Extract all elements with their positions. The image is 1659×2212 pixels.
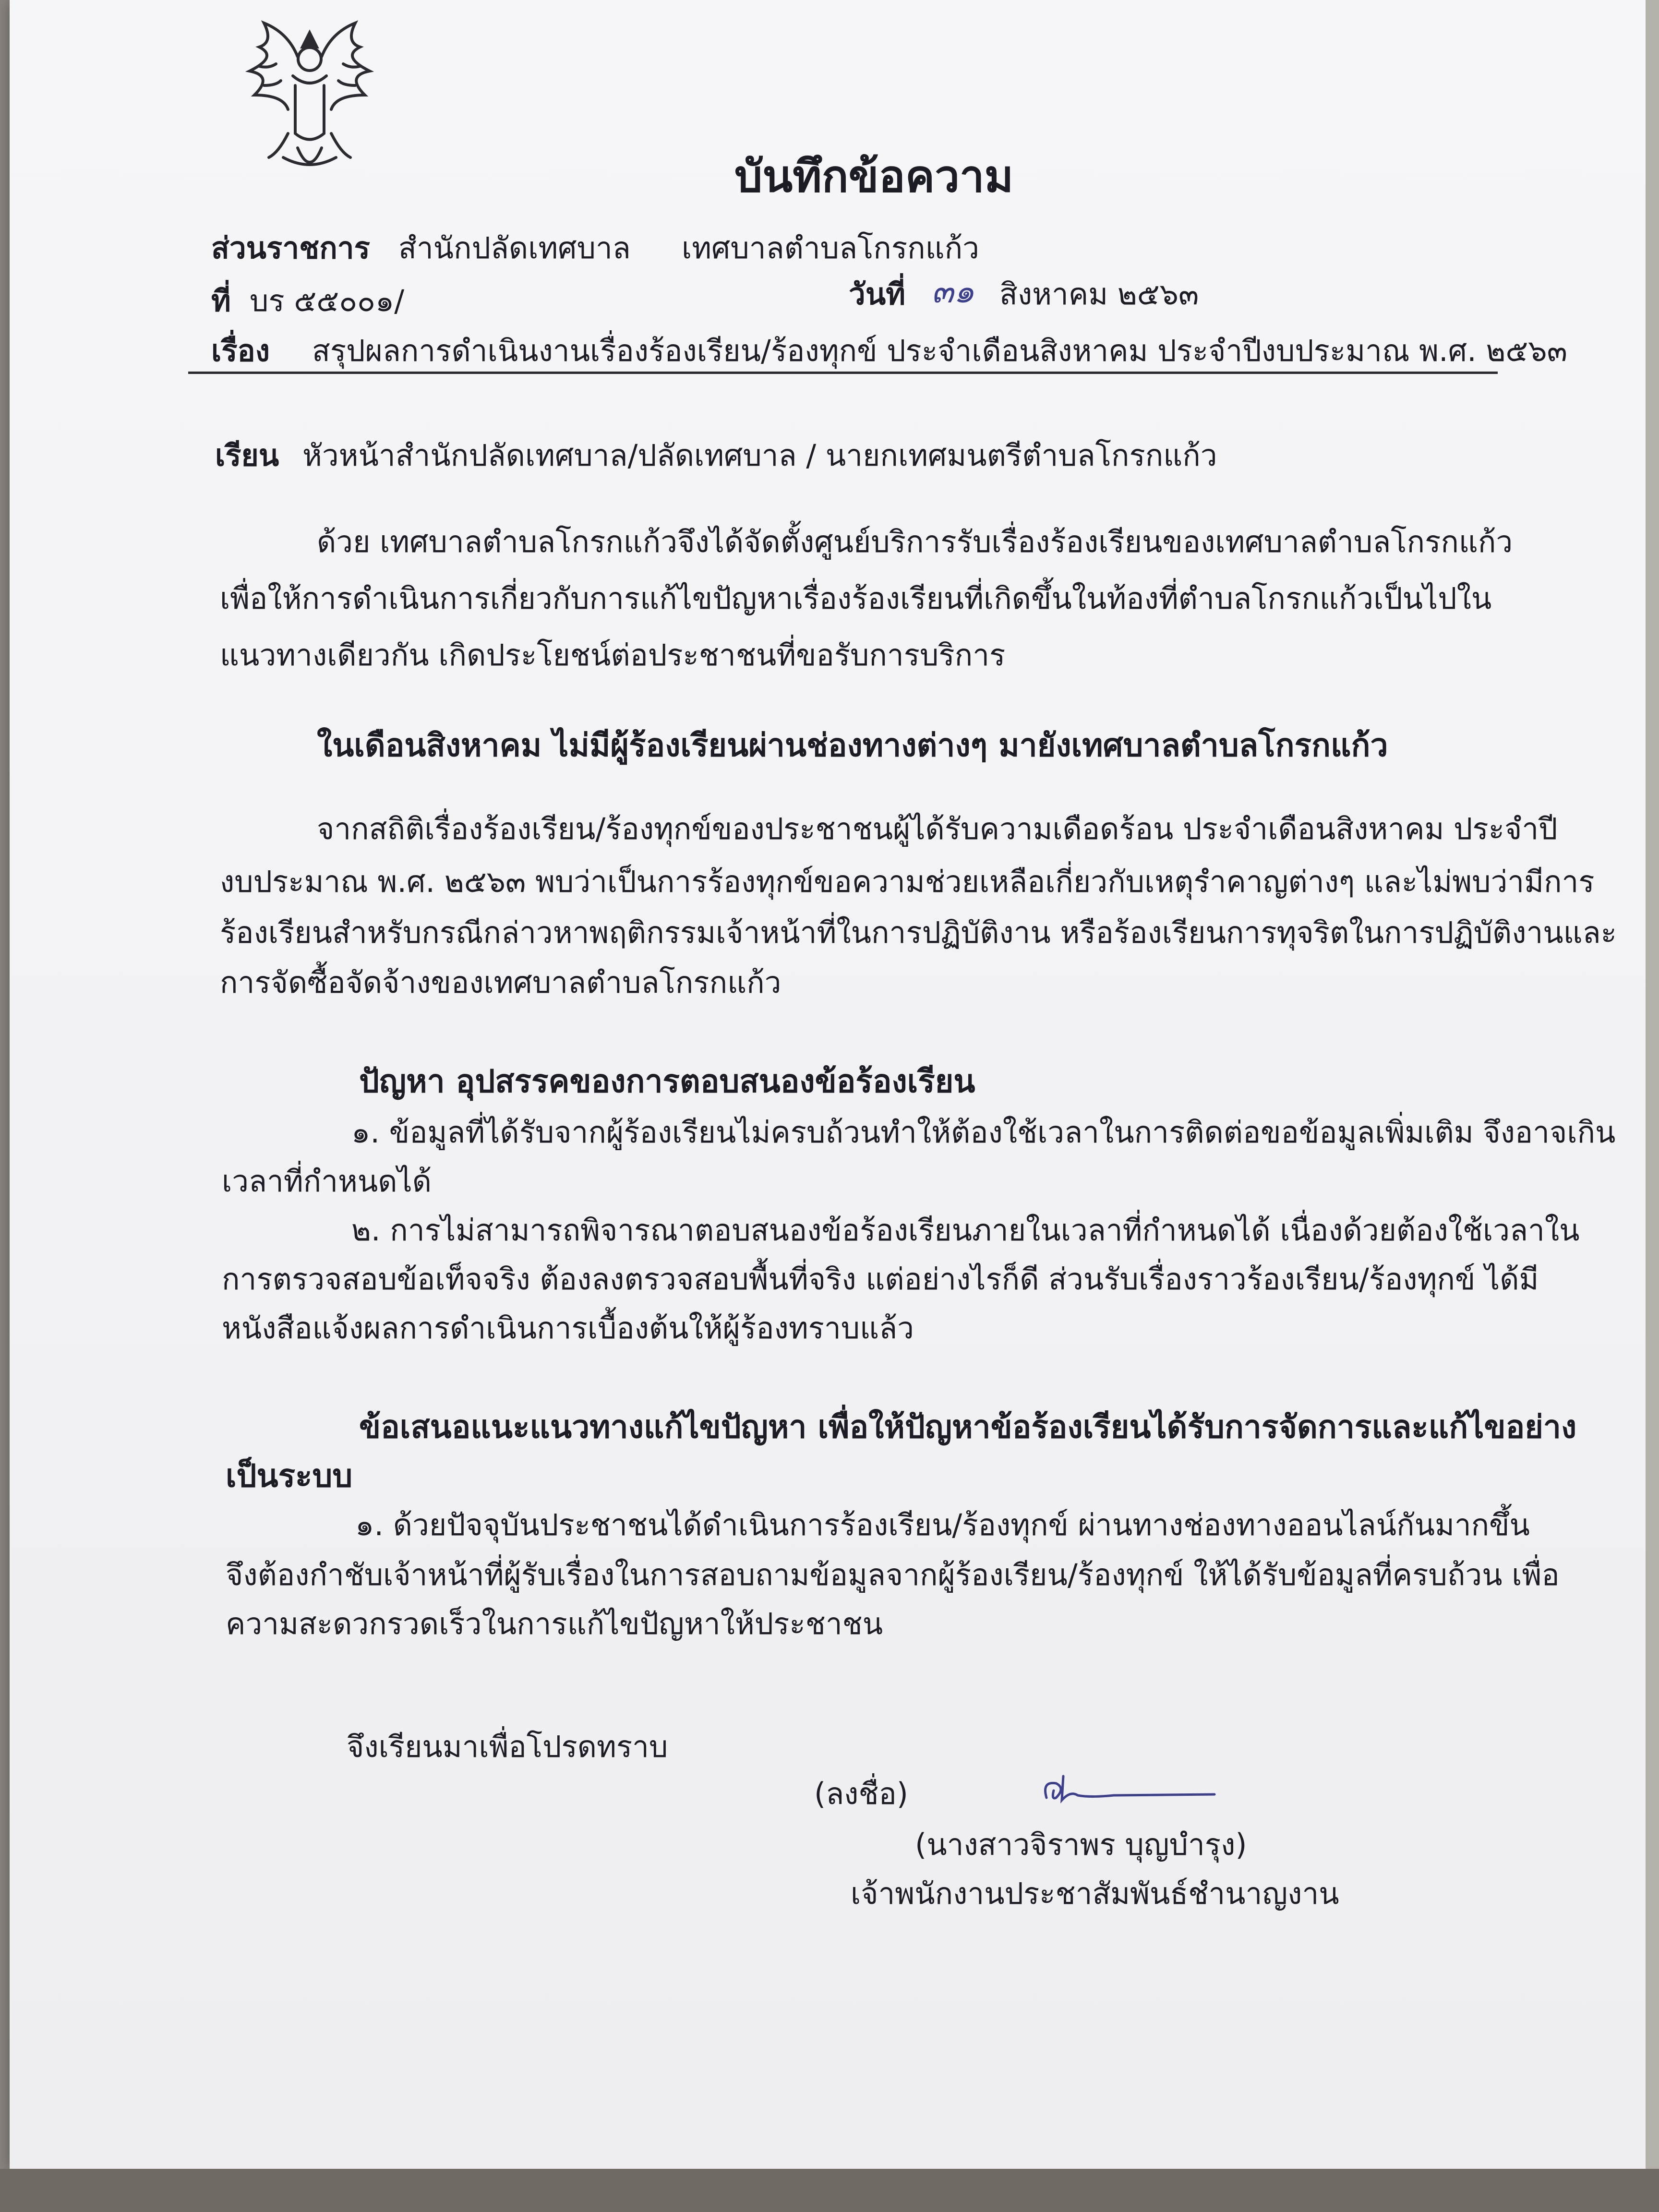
signer-name: (นางสาวจิราพร บุญบำรุง) (915, 1827, 1247, 1862)
ref-value: บร ๕๕๐๐๑/ (250, 283, 405, 318)
problem-item-2-cont: หนังสือแจ้งผลการดำเนินการเบื้องต้นให้ผู้ร้องทราบแล้ว (222, 1310, 914, 1346)
problems-heading: ปัญหา อุปสรรคของการตอบสนองข้อร้องเรียน (359, 1063, 975, 1100)
problem-item-2-cont: การตรวจสอบข้อเท็จจริง ต้องลงตรวจสอบพื้นที่จริง แต่อย่างไรก็ดี ส่วนรับเรื่องราวร้องเรียน/ร้องทุกข์ ได้มี (222, 1262, 1539, 1297)
date-label: วันที่ (849, 276, 906, 312)
to-value: หัวหน้าสำนักปลัดเทศบาล/ปลัดเทศบาล / นายกเทศมนตรีตำบลโกรกแก้ว (302, 438, 1217, 473)
stats-line: จากสถิติเรื่องร้องเรียน/ร้องทุกข์ของประชาชนผู้ได้รับความเดือดร้อน ประจำเดือนสิงหาคม ประจำปี (317, 811, 1558, 846)
stats-line: ร้องเรียนสำหรับกรณีกล่าวหาพฤติกรรมเจ้าหน้าที่ในการปฏิบัติงาน หรือร้องเรียนการทุจริตในการปฏิบัติงานและ (220, 915, 1617, 950)
memo-title: บันทึกข้อความ (734, 151, 1014, 202)
stats-line: งบประมาณ พ.ศ. ๒๕๖๓ พบว่าเป็นการร้องทุกข์ขอความช่วยเหลือเกี่ยวกับเหตุรำคาญต่างๆ และไม่พบว่ามีการ (220, 864, 1595, 899)
problem-item-1-cont: เวลาที่กำหนดได้ (222, 1164, 432, 1199)
page-edge (1646, 0, 1659, 2212)
sign-label: (ลงชื่อ) (814, 1776, 908, 1811)
suggestion-heading-cont: เป็นระบบ (226, 1457, 353, 1494)
to-label: เรียน (215, 438, 279, 473)
date-month-year: สิงหาคม ๒๕๖๓ (999, 276, 1199, 312)
subject-value: สรุปผลการดำเนินงานเรื่องร้องเรียน/ร้องทุกข์ ประจำเดือนสิงหาคม ประจำปีงบประมาณ พ.ศ. ๒๕๖๓ (312, 333, 1568, 368)
agency-org: เทศบาลตำบลโกรกแก้ว (682, 230, 979, 265)
garuda-emblem-icon (230, 13, 389, 181)
intro-line: แนวทางเดียวกัน เกิดประโยชน์ต่อประชาชนที่ขอรับการบริการ (220, 637, 1006, 673)
suggestion-item-1-cont: จึงต้องกำชับเจ้าหน้าที่ผู้รับเรื่องในการสอบถามข้อมูลจากผู้ร้องเรียน/ร้องทุกข์ ให้ได้รับข้อมูลที่ครบถ้วน เพื่อ (226, 1557, 1560, 1592)
handwritten-signature (1037, 1771, 1219, 1810)
agency-office: สำนักปลัดเทศบาล (398, 230, 631, 265)
ref-label: ที่ (211, 283, 231, 318)
table-surface (0, 2169, 1659, 2212)
header-divider (188, 372, 1498, 374)
date-day: ๓๑ (931, 273, 974, 311)
signer-position: เจ้าพนักงานประชาสัมพันธ์ชำนาญงาน (851, 1876, 1339, 1911)
closing-line: จึงเรียนมาเพื่อโปรดทราบ (347, 1729, 668, 1764)
agency-label: ส่วนราชการ (211, 230, 370, 265)
intro-line: เพื่อให้การดำเนินการเกี่ยวกับการแก้ไขปัญหาเรื่องร้องเรียนที่เกิดขึ้นในท้องที่ตำบลโกรกแก้วเป็นไปใน (220, 581, 1492, 616)
suggestion-item-1-cont: ความสะดวกรวดเร็วในการแก้ไขปัญหาให้ประชาชน (226, 1606, 883, 1641)
intro-line: ด้วย เทศบาลตำบลโกรกแก้วจึงได้จัดตั้งศูนย์บริการรับเรื่องร้องเรียนของเทศบาลตำบลโกรกแก้ว (317, 524, 1513, 559)
stats-line: การจัดซื้อจัดจ้างของเทศบาลตำบลโกรกแก้ว (220, 965, 781, 1000)
suggestion-item-1: ๑. ด้วยปัจจุบันประชาชนได้ดำเนินการร้องเรียน/ร้องทุกข์ ผ่านทางช่องทางออนไลน์กันมากขึ้น (355, 1507, 1530, 1542)
problem-item-1: ๑. ข้อมูลที่ได้รับจากผู้ร้องเรียนไม่ครบถ้วนทำให้ต้องใช้เวลาในการติดต่อขอข้อมูลเพิ่มเติม จึงอาจเกิน (351, 1115, 1616, 1150)
problem-item-2: ๒. การไม่สามารถพิจารณาตอบสนองข้อร้องเรียนภายในเวลาที่กำหนดได้ เนื่องด้วยต้องใช้เวลาใน (351, 1213, 1580, 1248)
monthly-summary-highlight: ในเดือนสิงหาคม ไม่มีผู้ร้องเรียนผ่านช่องทางต่างๆ มายังเทศบาลตำบลโกรกแก้ว (317, 727, 1388, 764)
suggestion-heading: ข้อเสนอแนะแนวทางแก้ไขปัญหา เพื่อให้ปัญหาข้อร้องเรียนได้รับการจัดการและแก้ไขอย่าง (359, 1408, 1577, 1445)
subject-label: เรื่อง (211, 333, 270, 368)
